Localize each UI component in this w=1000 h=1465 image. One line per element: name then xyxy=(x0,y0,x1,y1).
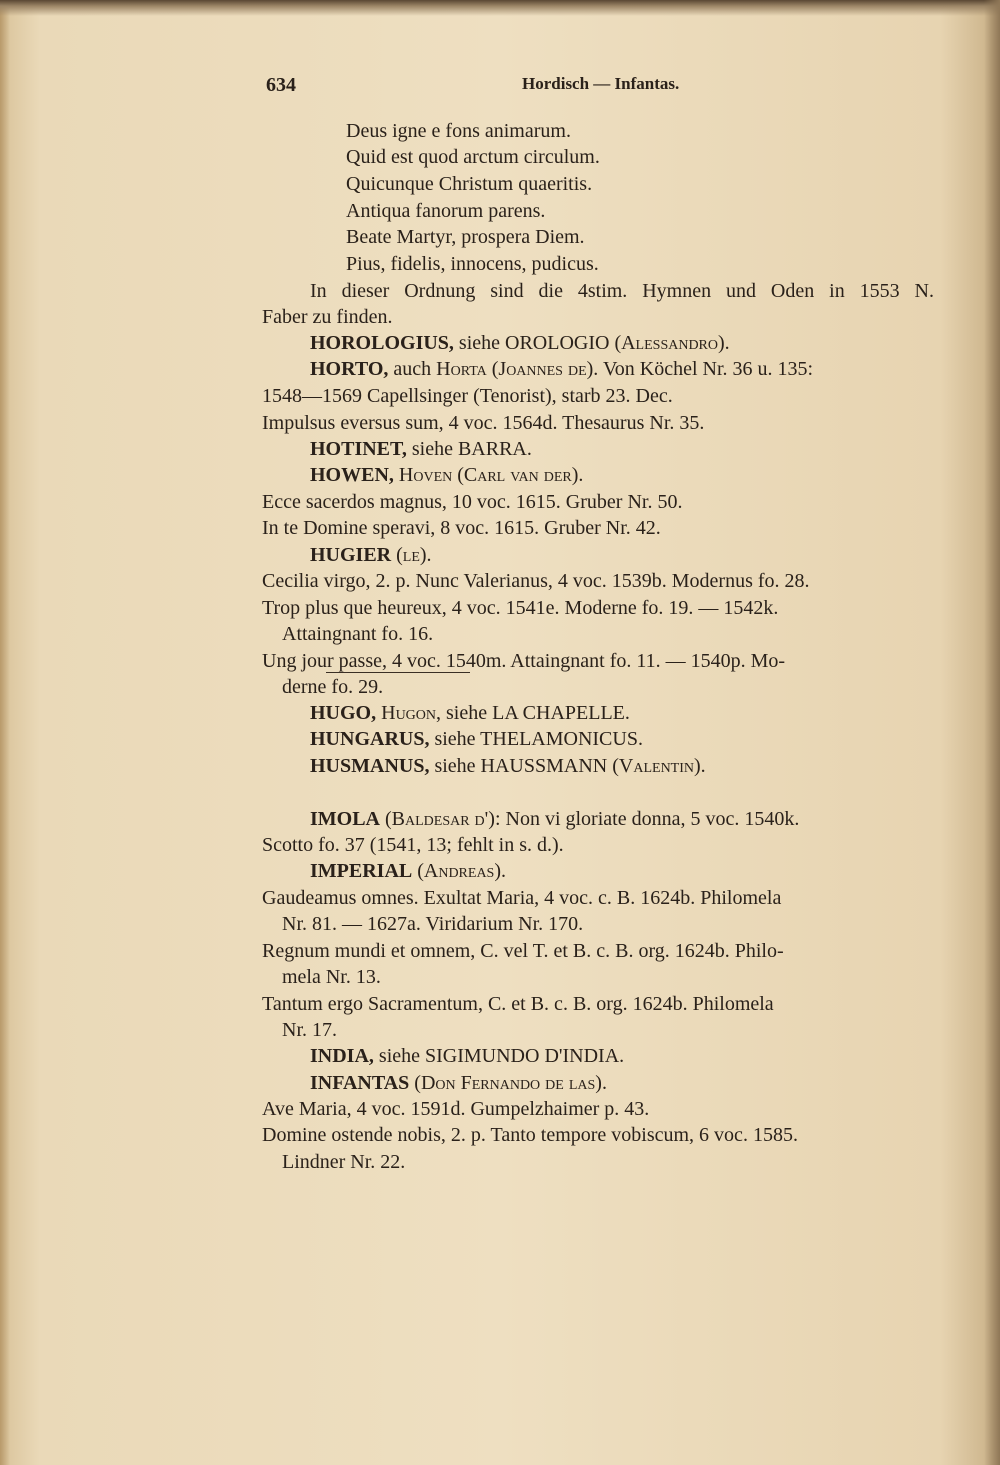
text-line: Ung jour passe, 4 voc. 1540m. Attaingnant fo. 11. — 1540p. Mo- xyxy=(262,650,786,672)
entry-horologius xyxy=(310,330,730,356)
entry-smallcaps: Hugon, xyxy=(376,702,442,724)
entry-name: HORTO, xyxy=(310,358,389,380)
page-number: 634 xyxy=(266,74,296,96)
text-line: derne fo. 29. xyxy=(282,676,384,698)
entry-hotinet xyxy=(310,436,532,462)
entry-husmanus xyxy=(310,753,706,779)
text-line: Domine ostende nobis, 2. p. Tanto tempore vobiscum, 6 voc. 1585. xyxy=(262,1124,798,1146)
entry-smallcaps: Horta (Joannes de xyxy=(436,358,587,380)
entry-text: ). xyxy=(595,1072,607,1094)
entry-text: ). xyxy=(694,755,706,777)
entry-text: ). xyxy=(718,332,730,354)
entry-smallcaps: Alessandro xyxy=(621,332,719,354)
running-head: Hordisch — Infantas. xyxy=(522,74,680,93)
entry-text: ). xyxy=(419,544,432,566)
hymn-line: Antiqua fanorum parens. xyxy=(346,200,546,222)
top-edge-shadow xyxy=(0,0,1000,16)
hymn-line: Deus igne e fons animarum. xyxy=(346,120,571,142)
entry-name: INDIA, xyxy=(310,1045,374,1067)
text-line: Tantum ergo Sacramentum, C. et B. c. B. org. 1624b. Philomela xyxy=(262,993,774,1015)
entry-name: HOTINET, xyxy=(310,438,407,460)
text-line: Scotto fo. 37 (1541, 13; fehlt in s. d.). xyxy=(262,834,564,856)
text-line: Ecce sacerdos magnus, 10 voc. 1615. Gruber Nr. 50. xyxy=(262,491,683,513)
text-line: Nr. 81. — 1627a. Viridarium Nr. 170. xyxy=(282,913,584,935)
entry-howen xyxy=(310,462,583,488)
entry-name: HUGO, xyxy=(310,702,377,724)
entry-text: siehe LA CHAPELLE. xyxy=(441,702,630,724)
text-line: Regnum mundi et omnem, C. vel T. et B. c. B. org. 1624b. Philo- xyxy=(262,940,784,962)
entry-name: HUSMANUS, xyxy=(310,755,430,777)
text-line: Trop plus que heureux, 4 voc. 1541e. Moderne fo. 19. — 1542k. xyxy=(262,597,779,619)
hymn-line: Pius, fidelis, innocens, pudicus. xyxy=(346,253,599,275)
entry-india xyxy=(310,1043,624,1069)
text-line: In te Domine speravi, 8 voc. 1615. Gruber Nr. 42. xyxy=(262,517,661,539)
entry-name: HOWEN, xyxy=(310,464,394,486)
entry-text: siehe HAUSSMANN ( xyxy=(429,755,619,777)
entry-smallcaps: Valentin xyxy=(618,755,694,777)
entry-text: ). Von Köchel Nr. 36 u. 135: xyxy=(586,358,814,380)
entry-smallcaps: (Baldesar d' xyxy=(380,808,489,830)
text-line: Cecilia virgo, 2. p. Nunc Valerianus, 4 voc. 1539b. Modernus fo. 28. xyxy=(262,570,810,592)
hymn-line: Quid est quod arctum circulum. xyxy=(346,146,600,168)
entry-text: auch xyxy=(388,358,437,380)
text-line: Nr. 17. xyxy=(282,1019,337,1041)
entry-hugier xyxy=(310,542,432,568)
entry-text: siehe THELAMONICUS. xyxy=(429,728,643,750)
text-line: In dieser Ordnung sind die 4stim. Hymnen und Oden in 1553 N. xyxy=(310,280,934,302)
text-line: mela Nr. 13. xyxy=(282,966,381,988)
text-line: Faber zu finden. xyxy=(262,306,393,328)
entry-text: ). xyxy=(571,464,584,486)
entry-text: siehe BARRA. xyxy=(406,438,532,460)
text-line: 1548—1569 Capellsinger (Tenorist), starb 23. Dec. xyxy=(262,385,673,407)
entry-text: ): Non vi gloriate donna, 5 voc. 1540k. xyxy=(488,808,800,830)
right-edge-shadow xyxy=(984,0,1000,1465)
section-divider xyxy=(326,672,470,673)
entry-text: siehe SIGIMUNDO D'INDIA. xyxy=(373,1045,625,1067)
text-line: Attaingnant fo. 16. xyxy=(282,623,434,645)
page-header xyxy=(262,74,942,104)
entry-name: HUNGARUS, xyxy=(310,728,430,750)
entry-name: IMOLA xyxy=(310,808,380,830)
entry-text: ). xyxy=(494,860,507,882)
entry-name: HUGIER xyxy=(310,544,392,566)
text-line: Ave Maria, 4 voc. 1591d. Gumpelzhaimer p. 43. xyxy=(262,1098,650,1120)
entry-name: IMPERIAL xyxy=(310,860,413,882)
entry-imperial xyxy=(310,858,506,884)
text-line: Lindner Nr. 22. xyxy=(282,1151,406,1173)
entry-name: HOROLOGIUS, xyxy=(310,332,454,354)
entry-smallcaps: (Don Fernando de las xyxy=(409,1072,596,1094)
hymn-line: Quicunque Christum quaeritis. xyxy=(346,173,593,195)
entry-text: siehe OROLOGIO ( xyxy=(453,332,622,354)
entry-horto xyxy=(310,356,813,382)
entry-smallcaps: Hoven (Carl van der xyxy=(393,464,572,486)
text-line: Impulsus eversus sum, 4 voc. 1564d. Thesaurus Nr. 35. xyxy=(262,412,705,434)
binding-shadow xyxy=(0,0,10,1465)
entry-imola xyxy=(310,806,799,832)
entry-smallcaps: (Andreas xyxy=(412,860,495,882)
entry-hungarus xyxy=(310,726,643,752)
hymn-line: Beate Martyr, prospera Diem. xyxy=(346,226,585,248)
text-line: Gaudeamus omnes. Exultat Maria, 4 voc. c. B. 1624b. Philomela xyxy=(262,887,782,909)
entry-smallcaps: (le xyxy=(391,544,420,566)
entry-infantas xyxy=(310,1070,607,1096)
entry-name: INFANTAS xyxy=(310,1072,410,1094)
entry-hugo xyxy=(310,700,630,726)
